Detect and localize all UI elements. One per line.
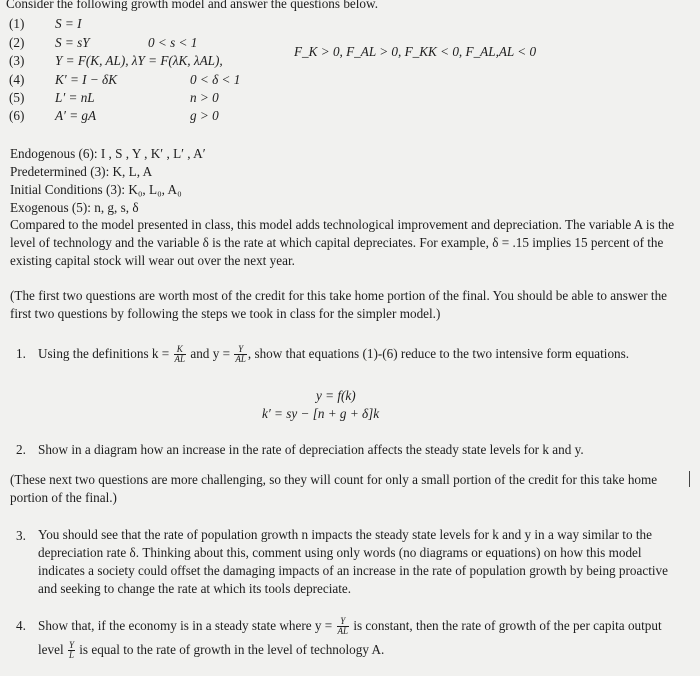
eq-4-formula: K′ = I − δK	[55, 72, 117, 87]
first-questions-note: (The first two questions are worth most of the credit for this take home portion of the final. You should be able to answer the first two questions by following the steps we took in class for the simpler model.)	[10, 288, 668, 321]
fraction-y-l: $\frac{Y}{L}$	[68, 640, 74, 661]
eq-2-formula: S = sY	[55, 35, 90, 50]
eq-1-number: (1)	[9, 16, 25, 31]
initial-conditions-line: Initial Conditions (3): K₀, L₀, A₀	[10, 182, 182, 197]
question-2-text: Show in a diagram how an increase in the rate of depreciation affects the steady state levels for k and y.	[38, 442, 584, 457]
eq-5-condition: n > 0	[190, 90, 219, 105]
challenging-questions-note: (These next two questions are more challenging, so they will count for only a small portion of the credit for this take home portion of the final.)	[10, 472, 658, 505]
comparison-paragraph: Compared to the model presented in class, this model adds technological improvement and depreciation. The variable A is the level of technology and the variable δ is the rate at which capital depreciates. For example, δ = .15 implies 15 percent of the existing capital stock will wear out over the next year.	[10, 217, 675, 268]
question-4-text: Show that, if the economy is in a steady state where y = $\frac{Y}{AL}$ is constant, then the rate of growth of the per capita output level $\frac{Y}{L}$ is equal to the rate of growth in the level of technology A.	[38, 616, 662, 661]
endogenous-line: Endogenous (6): I , S , Y , K′ , L′ , A′	[10, 146, 206, 161]
eq-6-formula: A′ = gA	[55, 108, 97, 123]
eq-2-condition: 0 < s < 1	[148, 35, 198, 50]
eq-3-number: (3)	[9, 53, 25, 68]
question-3-number: 3.	[16, 528, 26, 543]
eq-1-formula: S = I	[55, 16, 82, 31]
eq-6-condition: g > 0	[190, 108, 219, 123]
exogenous-line: Exogenous (5): n, g, s, δ	[10, 200, 139, 215]
eq-2-number: (2)	[9, 35, 25, 50]
eq-6-number: (6)	[9, 108, 25, 123]
eq-5-number: (5)	[9, 90, 25, 105]
intro-line: Consider the following growth model and answer the questions below.	[6, 0, 378, 11]
question-4-number: 4.	[16, 618, 26, 633]
question-3-text: You should see that the rate of population growth n impacts the steady state levels for k and y in a way similar to the depreciation rate δ. Thinking about this, comment using only words (no diagrams or equations) on how this model indicates a society could offset the damaging impacts of an increase in the rate of population growth by being proactive and seeking to change the rate at which its tools depreciate.	[38, 527, 668, 596]
eq-5-formula: L′ = nL	[55, 90, 95, 105]
fraction-y-al: $\frac{Y}{AL}$	[337, 616, 349, 637]
fraction-k: $\frac{K}{AL}$	[174, 344, 186, 365]
question-2-number: 2.	[16, 442, 26, 457]
text-cursor	[689, 471, 690, 487]
fraction-y: $\frac{Y}{AL}$	[235, 344, 246, 365]
eq-3-formula: Y = F(K, AL), λY = F(λK, λAL),	[55, 53, 223, 68]
predetermined-line: Predetermined (3): K, L, A	[10, 164, 153, 179]
intensive-equation-2: k′ = sy − [n + g + δ]k	[262, 406, 380, 421]
question-1-number: 1.	[16, 346, 26, 361]
question-1-text: Using the definitions k = $\frac{K}{AL}$ and y = $\frac{Y}{AL}$ , show that equations (1)-(6) reduce to the two intensive form equations.	[38, 344, 630, 365]
eq-4-number: (4)	[9, 72, 25, 87]
eq-4-condition: 0 < δ < 1	[190, 72, 241, 87]
intensive-equation-1: y = f(k)	[316, 388, 356, 403]
eq-3-condition: F_K > 0, F_AL > 0, F_KK < 0, F_AL,AL < 0	[294, 44, 537, 59]
